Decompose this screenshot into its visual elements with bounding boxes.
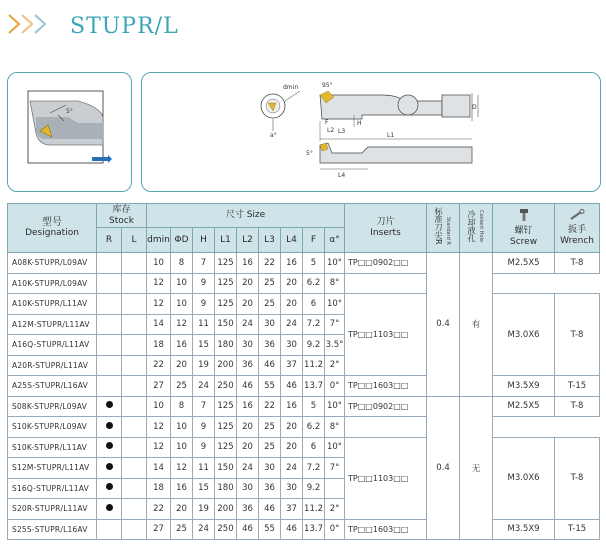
D-cell: 20 (171, 355, 193, 376)
designation-cell: S08K-STUPR/L09AV (8, 396, 97, 417)
a-cell: 10° (325, 294, 345, 315)
designation-cell: S12M-STUPR/L11AV (8, 458, 97, 479)
L3-cell: 30 (259, 314, 281, 335)
table-row (8, 273, 600, 294)
insert-cell: TP□□1103□□ (345, 437, 427, 519)
L4-cell: 20 (281, 437, 303, 458)
stock-l-cell (122, 396, 147, 417)
insert-cell: TP□□0902□□ (345, 253, 427, 274)
L4-cell: 37 (281, 355, 303, 376)
wrench-cell: T-8 (555, 253, 600, 274)
dmin-cell: 18 (147, 335, 171, 356)
stock-l-header: L (122, 228, 147, 253)
H-cell: 15 (193, 478, 215, 499)
L4-cell: 20 (281, 273, 303, 294)
L2-cell: 36 (237, 355, 259, 376)
table-row (8, 376, 600, 397)
dimension-drawing (142, 73, 600, 191)
screw-cell: M2.5X5 (493, 396, 555, 417)
F-header: F (303, 228, 325, 253)
table-row (8, 253, 600, 274)
L4-cell: 20 (281, 294, 303, 315)
wrench-cell: T-15 (555, 519, 600, 540)
F-cell: 6 (303, 437, 325, 458)
designation-cell: S10K-STUPR/L11AV (8, 437, 97, 458)
H-cell: 7 (193, 253, 215, 274)
L4-cell: 46 (281, 376, 303, 397)
stock-l-cell (122, 355, 147, 376)
screw-header: 螺钉 Screw (493, 204, 555, 253)
small-angle-label: 5° (306, 150, 313, 157)
stock-dot-icon (106, 463, 113, 470)
a-cell: 8° (325, 417, 345, 438)
designation-cell: S20R-STUPR/L11AV (8, 499, 97, 520)
L4-label: L4 (338, 172, 346, 179)
stock-l-cell (122, 458, 147, 479)
L3-cell: 36 (259, 335, 281, 356)
screw-cell: M3.5X9 (493, 519, 555, 540)
stock-l-cell (122, 294, 147, 315)
screw-cell: M3.5X9 (493, 376, 555, 397)
F-label: F (325, 119, 329, 126)
F-cell: 13.7 (303, 376, 325, 397)
H-cell: 9 (193, 294, 215, 315)
L4-cell: 24 (281, 314, 303, 335)
H-cell: 19 (193, 499, 215, 520)
H-cell: 9 (193, 417, 215, 438)
D-cell: 20 (171, 499, 193, 520)
dmin-cell: 12 (147, 273, 171, 294)
stock-r-cell (97, 478, 122, 499)
L3-cell: 25 (259, 273, 281, 294)
L4-cell: 20 (281, 417, 303, 438)
stock-l-cell (122, 417, 147, 438)
stock-r-cell (97, 335, 122, 356)
screw-cell: M3.0X6 (493, 294, 555, 376)
tool-illustration-panel (7, 72, 132, 192)
dmin-header: dmin (147, 228, 171, 253)
table-row (8, 396, 600, 417)
coolant-cell: 有 (460, 253, 493, 397)
stock-l-cell (122, 335, 147, 356)
spec-table-body (8, 253, 600, 540)
D-cell: 10 (171, 417, 193, 438)
dmin-cell: 12 (147, 437, 171, 458)
L2-cell: 20 (237, 294, 259, 315)
designation-cell: A08K-STUPR/L09AV (8, 253, 97, 274)
dmin-label: dmin (283, 84, 299, 91)
approach-angle-label: 95° (322, 82, 333, 89)
L1-cell: 125 (215, 437, 237, 458)
L3-cell: 25 (259, 294, 281, 315)
L4-header: L4 (281, 228, 303, 253)
H-cell: 9 (193, 273, 215, 294)
a-cell: 10° (325, 437, 345, 458)
F-cell: 13.7 (303, 519, 325, 540)
L3-cell: 46 (259, 499, 281, 520)
L3-cell: 25 (259, 437, 281, 458)
stock-dot-icon (106, 504, 113, 511)
L1-cell: 125 (215, 273, 237, 294)
L2-cell: 24 (237, 458, 259, 479)
designation-cell: A20R-STUPR/L11AV (8, 355, 97, 376)
L3-cell: 46 (259, 355, 281, 376)
D-cell: 25 (171, 519, 193, 540)
L2-cell: 46 (237, 519, 259, 540)
tip-radius-cell: 0.4 (427, 253, 460, 397)
alpha-header: α° (325, 228, 345, 253)
H-cell: 7 (193, 396, 215, 417)
F-cell: 7.2 (303, 314, 325, 335)
a-cell: 10° (325, 253, 345, 274)
stock-l-cell (122, 499, 147, 520)
D-cell: 10 (171, 437, 193, 458)
F-cell: 7.2 (303, 458, 325, 479)
wrench-header: 扳手 Wrench (555, 204, 600, 253)
dmin-cell: 14 (147, 458, 171, 479)
L2-cell: 46 (237, 376, 259, 397)
L4-cell: 16 (281, 396, 303, 417)
D-cell: 16 (171, 335, 193, 356)
L2-cell: 16 (237, 253, 259, 274)
screw-cell: M3.0X6 (493, 437, 555, 519)
designation-cell: A12M-STUPR/L11AV (8, 314, 97, 335)
a-cell: 2° (325, 499, 345, 520)
L2-cell: 24 (237, 314, 259, 335)
stock-r-cell (97, 376, 122, 397)
F-cell: 11.2 (303, 355, 325, 376)
H-cell: 11 (193, 314, 215, 335)
table-row (8, 294, 600, 315)
designation-cell: S16Q-STUPR/L11AV (8, 478, 97, 499)
coolant-header: 冷却液孔 Coolant Hole (460, 204, 493, 253)
L2-cell: 16 (237, 396, 259, 417)
stock-r-cell (97, 355, 122, 376)
a-cell: 8° (325, 273, 345, 294)
insert-cell: TP□□1603□□ (345, 519, 427, 540)
L3-cell: 36 (259, 478, 281, 499)
screw-icon (518, 208, 530, 222)
insert-cell: TP□□1603□□ (345, 376, 427, 397)
dmin-cell: 12 (147, 417, 171, 438)
wrench-icon (569, 209, 585, 221)
dmin-cell: 10 (147, 253, 171, 274)
stock-l-cell (122, 437, 147, 458)
boring-bar-illustration (8, 73, 131, 191)
L3-cell: 22 (259, 253, 281, 274)
L4-cell: 37 (281, 499, 303, 520)
L2-label: L2 (327, 127, 335, 134)
L3-cell: 22 (259, 396, 281, 417)
L1-cell: 200 (215, 355, 237, 376)
L1-cell: 180 (215, 335, 237, 356)
table-row (8, 437, 600, 458)
stock-r-header: R (97, 228, 122, 253)
F-cell: 6 (303, 294, 325, 315)
D-cell: 8 (171, 253, 193, 274)
H-cell: 9 (193, 437, 215, 458)
stock-r-cell (97, 273, 122, 294)
wrench-cell: T-8 (555, 294, 600, 376)
insert-cell: TP□□1103□□ (345, 294, 427, 376)
alpha-label: a° (270, 132, 277, 139)
table-row (8, 417, 600, 438)
L2-cell: 36 (237, 499, 259, 520)
stock-l-cell (122, 273, 147, 294)
designation-cell: A25S-STUPR/L16AV (8, 376, 97, 397)
L3-label: L3 (338, 128, 346, 135)
L4-cell: 30 (281, 478, 303, 499)
H-cell: 24 (193, 519, 215, 540)
dmin-cell: 22 (147, 499, 171, 520)
F-cell: 9.2 (303, 335, 325, 356)
D-cell: 25 (171, 376, 193, 397)
D-header: ΦD (171, 228, 193, 253)
L2-cell: 20 (237, 417, 259, 438)
a-cell: 0° (325, 519, 345, 540)
F-cell: 6.2 (303, 417, 325, 438)
designation-header: 型号 Designation (8, 204, 97, 253)
L4-cell: 30 (281, 335, 303, 356)
dmin-cell: 27 (147, 519, 171, 540)
designation-cell: A10K-STUPR/L11AV (8, 294, 97, 315)
table-row (8, 519, 600, 540)
a-cell: 10° (325, 396, 345, 417)
chevron-right-icon (32, 13, 50, 35)
a-cell: 7° (325, 314, 345, 335)
angle-label: 5° (66, 108, 73, 115)
wrench-cell: T-8 (555, 396, 600, 417)
stock-dot-icon (106, 401, 113, 408)
L2-cell: 20 (237, 437, 259, 458)
dmin-cell: 27 (147, 376, 171, 397)
stock-dot-icon (106, 422, 113, 429)
L4-cell: 24 (281, 458, 303, 479)
inserts-header: 刀片 Inserts (345, 204, 427, 253)
H-label: H (357, 120, 362, 127)
H-cell: 24 (193, 376, 215, 397)
stock-r-cell (97, 396, 122, 417)
L2-header: L2 (237, 228, 259, 253)
D-cell: 12 (171, 458, 193, 479)
dmin-cell: 18 (147, 478, 171, 499)
F-cell: 5 (303, 396, 325, 417)
L3-cell: 55 (259, 519, 281, 540)
D-cell: 10 (171, 294, 193, 315)
stock-r-cell (97, 314, 122, 335)
L3-cell: 25 (259, 417, 281, 438)
stock-header: 库存 Stock (97, 204, 147, 228)
L3-cell: 55 (259, 376, 281, 397)
L1-cell: 200 (215, 499, 237, 520)
L1-cell: 150 (215, 314, 237, 335)
L1-cell: 150 (215, 458, 237, 479)
dmin-cell: 10 (147, 396, 171, 417)
stock-r-cell (97, 294, 122, 315)
tip-radius-header: 标准刀尖R Standard R (427, 204, 460, 253)
D-cell: 8 (171, 396, 193, 417)
H-cell: 19 (193, 355, 215, 376)
stock-r-cell (97, 499, 122, 520)
F-cell: 9.2 (303, 478, 325, 499)
stock-r-cell (97, 519, 122, 540)
stock-dot-icon (106, 483, 113, 490)
L1-cell: 125 (215, 396, 237, 417)
stock-l-cell (122, 519, 147, 540)
dmin-cell: 22 (147, 355, 171, 376)
L4-cell: 16 (281, 253, 303, 274)
dimension-drawing-panel (141, 72, 601, 192)
L4-cell: 46 (281, 519, 303, 540)
L1-cell: 125 (215, 253, 237, 274)
a-cell: 7° (325, 458, 345, 479)
stock-dot-icon (106, 442, 113, 449)
dmin-cell: 14 (147, 314, 171, 335)
screw-cell: M2.5X5 (493, 253, 555, 274)
L1-cell: 250 (215, 519, 237, 540)
wrench-cell: T-15 (555, 376, 600, 397)
designation-cell: S25S-STUPR/L16AV (8, 519, 97, 540)
stock-r-cell (97, 417, 122, 438)
a-cell: 3.5° (325, 335, 345, 356)
dmin-cell: 12 (147, 294, 171, 315)
coolant-cell: 无 (460, 396, 493, 540)
H-cell: 15 (193, 335, 215, 356)
L1-cell: 180 (215, 478, 237, 499)
stock-l-cell (122, 314, 147, 335)
L1-label: L1 (387, 132, 395, 139)
stock-l-cell (122, 376, 147, 397)
L1-cell: 125 (215, 417, 237, 438)
tip-radius-cell: 0.4 (427, 396, 460, 540)
page-header (0, 0, 606, 60)
L1-cell: 125 (215, 294, 237, 315)
stock-r-cell (97, 437, 122, 458)
a-cell: 2° (325, 355, 345, 376)
size-header: 尺寸 Size (147, 204, 345, 228)
stock-l-cell (122, 253, 147, 274)
F-cell: 11.2 (303, 499, 325, 520)
L1-header: L1 (215, 228, 237, 253)
insert-cell: TP□□0902□□ (345, 396, 427, 417)
L2-cell: 30 (237, 335, 259, 356)
spec-table (7, 203, 600, 540)
L2-cell: 30 (237, 478, 259, 499)
F-cell: 5 (303, 253, 325, 274)
designation-cell: A10K-STUPR/L09AV (8, 273, 97, 294)
H-header: H (193, 228, 215, 253)
stock-r-cell (97, 458, 122, 479)
H-cell: 11 (193, 458, 215, 479)
wrench-cell: T-8 (555, 437, 600, 519)
stock-r-cell (97, 253, 122, 274)
page-title: STUPR/L (70, 14, 179, 39)
D-cell: 10 (171, 273, 193, 294)
designation-cell: S10K-STUPR/L09AV (8, 417, 97, 438)
D-cell: 16 (171, 478, 193, 499)
D-cell: 12 (171, 314, 193, 335)
L3-header: L3 (259, 228, 281, 253)
L2-cell: 20 (237, 273, 259, 294)
L1-cell: 250 (215, 376, 237, 397)
stock-l-cell (122, 478, 147, 499)
L3-cell: 30 (259, 458, 281, 479)
a-cell (325, 478, 345, 499)
D-label: D (472, 104, 477, 111)
a-cell: 0° (325, 376, 345, 397)
designation-cell: A16Q-STUPR/L11AV (8, 335, 97, 356)
F-cell: 6.2 (303, 273, 325, 294)
